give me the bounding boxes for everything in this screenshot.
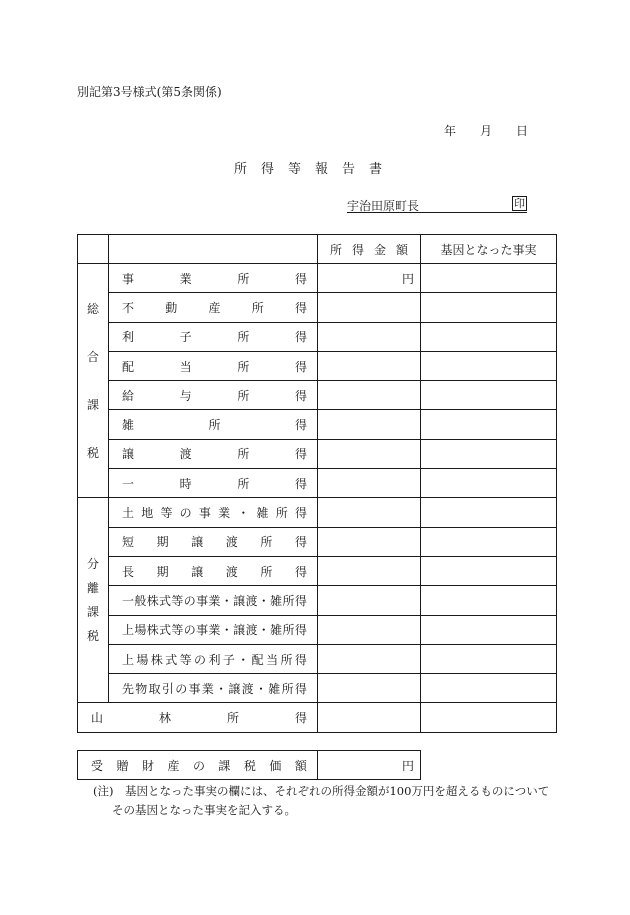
- addressee-name: 宇治田原町長: [347, 199, 420, 213]
- char: 得: [294, 506, 307, 521]
- amount-cell[interactable]: [318, 439, 421, 468]
- char: ・: [237, 652, 250, 667]
- amount-cell[interactable]: [318, 527, 421, 556]
- gift-label: [91, 757, 307, 774]
- item-label: [122, 299, 307, 316]
- char: 課: [218, 758, 231, 773]
- char: 期: [156, 564, 169, 579]
- char: 等: [171, 623, 184, 638]
- char: 等: [171, 593, 184, 608]
- char: 譲: [191, 564, 204, 579]
- char: 譲: [122, 447, 135, 462]
- char: 事: [196, 593, 209, 608]
- reason-cell[interactable]: [421, 644, 557, 673]
- char: ・: [220, 623, 233, 638]
- document-title: 所得等報告書: [233, 162, 396, 177]
- char: ・: [257, 593, 270, 608]
- char: 事: [122, 271, 135, 286]
- char: 利: [208, 652, 221, 667]
- char: 得: [294, 447, 307, 462]
- char: 渡: [241, 681, 254, 696]
- char: 林: [158, 711, 171, 726]
- char: 当: [266, 652, 279, 667]
- char: 上: [122, 652, 135, 667]
- gift-amount-cell[interactable]: [318, 751, 421, 780]
- reason-cell[interactable]: [421, 351, 557, 380]
- table-row: [78, 264, 557, 293]
- item-cell: [109, 439, 318, 468]
- seal-mark: 印: [514, 197, 525, 210]
- char: 地: [141, 506, 154, 521]
- char: 所: [237, 330, 250, 345]
- char: 得: [294, 476, 307, 491]
- char: 雑: [268, 681, 281, 696]
- amount-cell[interactable]: [318, 556, 421, 585]
- char: 長: [122, 564, 135, 579]
- char: 山: [91, 711, 104, 726]
- reason-cell[interactable]: [421, 586, 557, 615]
- char: 贈: [116, 758, 129, 773]
- char: 引: [161, 681, 174, 696]
- char: 等: [160, 506, 173, 521]
- item-cell: [109, 351, 318, 380]
- amount-cell[interactable]: [318, 264, 421, 293]
- char: 雑: [122, 418, 135, 433]
- char: 事: [196, 623, 209, 638]
- forest-row: [78, 703, 557, 732]
- char: 得: [294, 623, 307, 638]
- item-cell: [109, 556, 318, 585]
- char: ・: [215, 681, 228, 696]
- gift-table: [77, 750, 421, 780]
- forest-label-cell: [78, 703, 318, 732]
- char: 給: [122, 388, 135, 403]
- char: 与: [179, 388, 192, 403]
- char: 所: [226, 711, 239, 726]
- item-cell: [109, 498, 318, 527]
- char: 業: [201, 681, 214, 696]
- table-row: [78, 527, 557, 556]
- char: 土: [122, 506, 135, 521]
- date-day-label: 日: [516, 124, 529, 138]
- item-label: [122, 533, 307, 550]
- char: 所: [281, 681, 294, 696]
- header-reason-label: 基因となった事実: [440, 242, 537, 257]
- char: の: [192, 758, 205, 773]
- char: 所: [237, 388, 250, 403]
- reason-cell[interactable]: [421, 703, 557, 732]
- char: 譲: [233, 623, 246, 638]
- item-label: [122, 504, 307, 521]
- char: 税: [243, 758, 256, 773]
- char: 配: [251, 652, 264, 667]
- reason-cell[interactable]: [421, 498, 557, 527]
- char: 所: [237, 447, 250, 462]
- reason-cell[interactable]: [421, 674, 557, 703]
- char: 所: [282, 623, 295, 638]
- table-row: [78, 615, 557, 644]
- char: の: [179, 506, 192, 521]
- reason-cell[interactable]: [421, 527, 557, 556]
- char: 先: [122, 681, 135, 696]
- item-cell: [109, 644, 318, 673]
- reason-cell[interactable]: [421, 293, 557, 322]
- char: 譲: [191, 535, 204, 550]
- amount-cell[interactable]: [318, 586, 421, 615]
- char: 取: [148, 681, 161, 696]
- char: ・: [220, 593, 233, 608]
- date-line: [444, 122, 528, 139]
- char: 得: [294, 300, 307, 315]
- item-label: [122, 387, 307, 404]
- reason-cell[interactable]: [421, 439, 557, 468]
- amount-cell[interactable]: [318, 703, 421, 732]
- yen-label: 円: [401, 271, 414, 286]
- item-cell: [109, 615, 318, 644]
- char: 額: [395, 242, 408, 257]
- char: 課: [86, 397, 99, 412]
- char: 金: [373, 242, 386, 257]
- char: 所: [330, 242, 343, 257]
- item-label: [122, 592, 307, 609]
- item-cell: [109, 674, 318, 703]
- amount-cell[interactable]: [318, 674, 421, 703]
- item-label: [122, 680, 307, 697]
- amount-cell[interactable]: [318, 351, 421, 380]
- char: 得: [294, 681, 307, 696]
- item-label: [122, 416, 307, 433]
- char: 所: [237, 271, 250, 286]
- item-cell: [109, 381, 318, 410]
- char: 一: [122, 476, 135, 491]
- char: の: [194, 652, 207, 667]
- char: 雑: [256, 506, 269, 521]
- char: 式: [165, 652, 178, 667]
- header-amount: [318, 235, 421, 264]
- char: 得: [294, 330, 307, 345]
- char: 産: [208, 300, 221, 315]
- amount-cell[interactable]: [318, 615, 421, 644]
- char: 事: [198, 506, 211, 521]
- char: 分: [86, 557, 99, 572]
- char: 業: [208, 623, 221, 638]
- category-label: [78, 285, 108, 477]
- char: 所: [282, 593, 295, 608]
- char: 得: [294, 271, 307, 286]
- char: 業: [208, 593, 221, 608]
- reason-cell[interactable]: [421, 322, 557, 351]
- table-row: [78, 644, 557, 673]
- char: 得: [294, 418, 307, 433]
- char: 総: [86, 301, 99, 316]
- category-sogo: [78, 264, 109, 498]
- char: 業: [179, 271, 192, 286]
- char: 一: [122, 593, 135, 608]
- date-year-label: 年: [444, 124, 457, 138]
- item-label: [122, 621, 307, 638]
- item-cell: [109, 264, 318, 293]
- char: 子: [222, 652, 235, 667]
- header-row: [78, 235, 557, 264]
- forest-label: [91, 709, 307, 726]
- char: 短: [122, 535, 135, 550]
- char: 所: [251, 300, 264, 315]
- gift-label-cell: [78, 751, 318, 780]
- char: 業: [218, 506, 231, 521]
- item-label: [122, 270, 307, 287]
- table-row: [78, 498, 557, 527]
- char: 合: [86, 349, 99, 364]
- item-label: [122, 445, 307, 462]
- char: の: [175, 681, 188, 696]
- char: 株: [146, 623, 159, 638]
- reason-cell[interactable]: [421, 556, 557, 585]
- char: 価: [269, 758, 282, 773]
- table-row: [78, 351, 557, 380]
- char: 場: [134, 623, 147, 638]
- table-row: [78, 410, 557, 439]
- char: 所: [260, 564, 273, 579]
- gift-row: [78, 751, 421, 780]
- char: 利: [122, 330, 135, 345]
- char: 上: [122, 623, 135, 638]
- item-cell: [109, 293, 318, 322]
- item-cell: [109, 469, 318, 498]
- date-month-label: 月: [480, 124, 493, 138]
- char: 所: [237, 359, 250, 374]
- char: 配: [122, 359, 135, 374]
- char: の: [183, 623, 196, 638]
- char: ・: [254, 681, 267, 696]
- amount-cell[interactable]: [318, 644, 421, 673]
- header-amount-label: [318, 241, 420, 258]
- reason-cell[interactable]: [421, 264, 557, 293]
- item-cell: [109, 527, 318, 556]
- char: 譲: [228, 681, 241, 696]
- table-row: [78, 469, 557, 498]
- char: 株: [150, 652, 163, 667]
- table-row: [78, 439, 557, 468]
- char: 雑: [270, 593, 283, 608]
- income-table: [77, 234, 557, 733]
- char: 子: [179, 330, 192, 345]
- amount-cell[interactable]: [318, 322, 421, 351]
- char: 税: [86, 445, 99, 460]
- char: 株: [146, 593, 159, 608]
- table-row: [78, 556, 557, 585]
- char: 物: [135, 681, 148, 696]
- category-bunri: [78, 498, 109, 703]
- char: の: [183, 593, 196, 608]
- char: 離: [86, 581, 99, 596]
- char: 期: [156, 535, 169, 550]
- char: 渡: [225, 535, 238, 550]
- char: 式: [159, 593, 172, 608]
- char: 財: [141, 758, 154, 773]
- char: 得: [294, 711, 307, 726]
- table-row: [78, 381, 557, 410]
- char: 渡: [245, 593, 258, 608]
- amount-cell[interactable]: [318, 293, 421, 322]
- item-label: [122, 651, 307, 668]
- char: 得: [294, 359, 307, 374]
- char: 得: [351, 242, 364, 257]
- char: 動: [165, 300, 178, 315]
- char: 得: [294, 535, 307, 550]
- char: 課: [86, 605, 99, 620]
- char: 得: [294, 388, 307, 403]
- note-line-1: (注) 基因となった事実の欄には、それぞれの所得金額が100万円を超えるものについて: [93, 784, 550, 798]
- item-label: [122, 328, 307, 345]
- char: ・: [257, 623, 270, 638]
- char: 所: [237, 476, 250, 491]
- char: 渡: [225, 564, 238, 579]
- char: 場: [136, 652, 149, 667]
- header-reason: [421, 235, 557, 264]
- amount-cell[interactable]: [318, 410, 421, 439]
- char: 所: [208, 418, 221, 433]
- char: 得: [294, 564, 307, 579]
- reason-cell[interactable]: [421, 469, 557, 498]
- table-row: [78, 674, 557, 703]
- reason-cell[interactable]: [421, 410, 557, 439]
- char: 額: [294, 758, 307, 773]
- char: ・: [237, 506, 250, 521]
- char: 得: [294, 593, 307, 608]
- table-row: [78, 586, 557, 615]
- char: 所: [275, 506, 288, 521]
- amount-cell[interactable]: [318, 498, 421, 527]
- char: 得: [294, 652, 307, 667]
- char: 事: [188, 681, 201, 696]
- char: 所: [280, 652, 293, 667]
- char: 所: [260, 535, 273, 550]
- amount-cell[interactable]: [318, 381, 421, 410]
- addressee-line: [347, 197, 527, 213]
- char: 税: [86, 629, 99, 644]
- item-cell: [109, 410, 318, 439]
- reason-cell[interactable]: [421, 381, 557, 410]
- char: 当: [179, 359, 192, 374]
- header-blank-2: [109, 235, 318, 264]
- char: 受: [91, 758, 104, 773]
- char: 等: [179, 652, 192, 667]
- note-line-2: その基因となった事実を記入する。: [112, 803, 296, 817]
- char: 渡: [245, 623, 258, 638]
- char: 雑: [270, 623, 283, 638]
- char: 渡: [179, 447, 192, 462]
- gift-yen-label: 円: [401, 758, 414, 773]
- category-label: [78, 552, 108, 648]
- char: 式: [159, 623, 172, 638]
- header-blank-1: [78, 235, 109, 264]
- char: 譲: [233, 593, 246, 608]
- item-cell: [109, 322, 318, 351]
- amount-cell[interactable]: [318, 469, 421, 498]
- table-row: [78, 293, 557, 322]
- item-label: [122, 358, 307, 375]
- char: 般: [134, 593, 147, 608]
- item-cell: [109, 586, 318, 615]
- table-row: [78, 322, 557, 351]
- item-label: [122, 475, 307, 492]
- item-label: [122, 563, 307, 580]
- char: 不: [122, 300, 135, 315]
- form-reference: 別記第3号様式(第5条関係): [77, 85, 222, 99]
- char: 産: [167, 758, 180, 773]
- reason-cell[interactable]: [421, 615, 557, 644]
- char: 時: [179, 476, 192, 491]
